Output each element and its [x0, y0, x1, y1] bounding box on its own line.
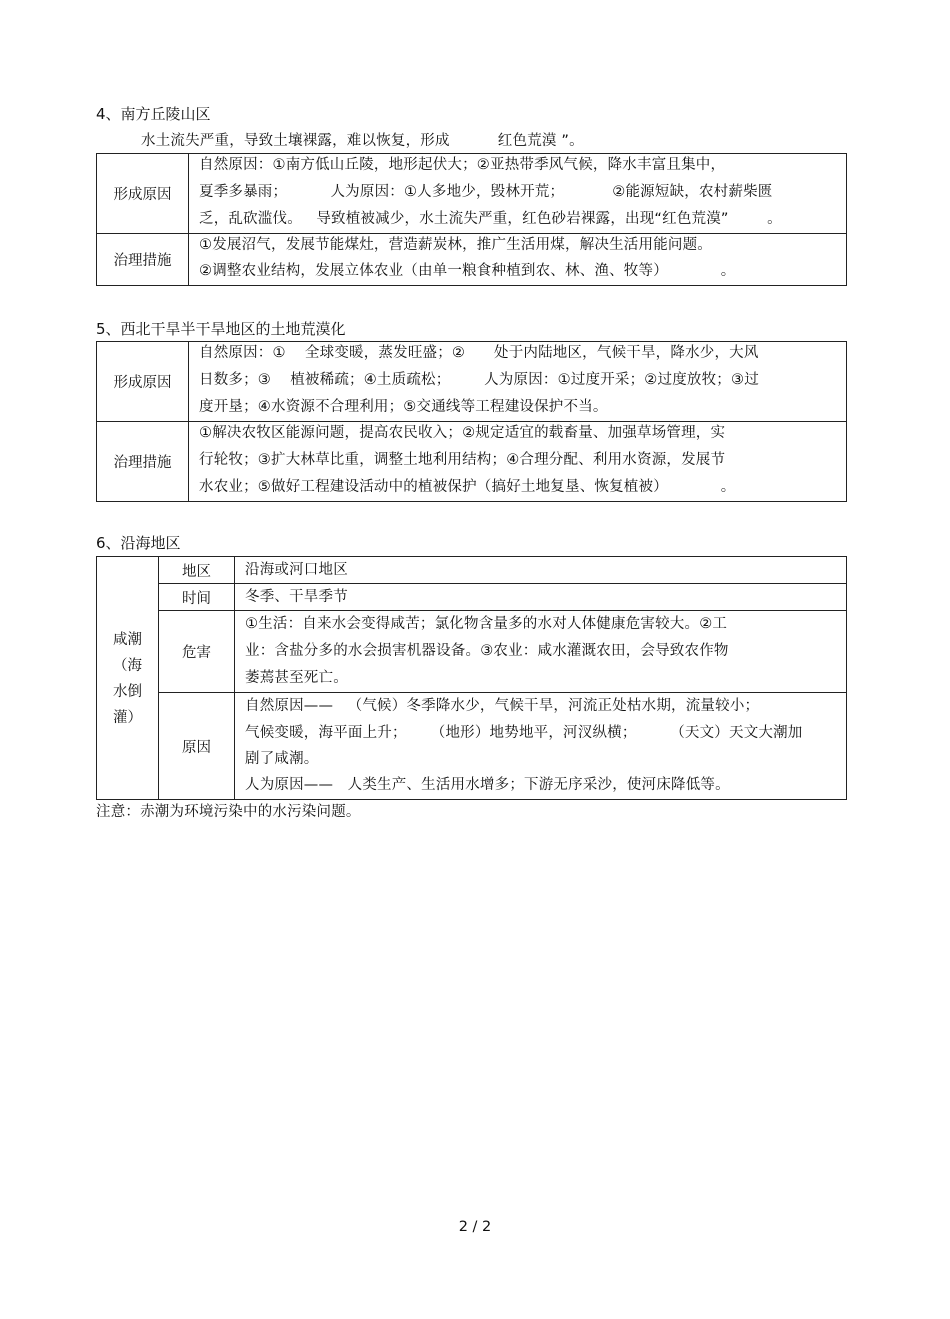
row-content	[189, 342, 847, 422]
category-line: 咸潮	[113, 632, 142, 648]
section-5-table	[96, 341, 847, 502]
row-content	[235, 584, 847, 611]
table-row	[97, 557, 847, 584]
section-6-heading: 6、沿海地区	[96, 534, 181, 552]
text-line: 沿海或河口地区	[245, 562, 348, 578]
row-label: 治理措施	[97, 234, 189, 286]
text-line: 夏季多暴雨； 人为原因：①人多地少，毁林开荒； ②能源短缺，农村薪柴匮	[199, 184, 773, 200]
row-label: 原因	[159, 693, 235, 800]
category-cell	[97, 557, 159, 800]
text-line: ①发展沼气，发展节能煤灶，营造薪炭林，推广生活用煤，解决生活用能问题。	[199, 237, 712, 253]
text-line: 自然原因：①南方低山丘陵，地形起伏大；②亚热带季风气候，降水丰富且集中，	[199, 157, 726, 173]
section-4-intro: 水土流失严重，导致土壤裸露，难以恢复，形成 红色荒漠 ”。	[141, 133, 584, 149]
table-row	[97, 154, 847, 234]
text-line: 度开垦；④水资源不合理利用；⑤交通线等工程建设保护不当。	[199, 399, 608, 415]
table-row	[97, 693, 847, 800]
row-label: 时间	[159, 584, 235, 611]
table-row	[97, 234, 847, 286]
row-label: 形成原因	[97, 342, 189, 422]
text-line: 萎蔫甚至死亡。	[245, 670, 348, 686]
row-label: 形成原因	[97, 154, 189, 234]
section-4-heading: 4、南方丘陵山区	[96, 105, 211, 123]
page-number: 2 / 2	[458, 1219, 492, 1235]
row-content	[235, 557, 847, 584]
text-line: ①解决农牧区能源问题，提高农民收入；②规定适宜的载畜量、加强草场管理，实	[199, 425, 726, 441]
category-label	[97, 627, 158, 731]
text-line: 水农业；⑤做好工程建设活动中的植被保护（搞好土地复垦、恢复植被） 。	[199, 479, 736, 495]
row-content	[235, 693, 847, 800]
row-label: 危害	[159, 611, 235, 693]
text-line: 人为原因—— 人类生产、生活用水增多；下游无序采沙，使河床降低等。	[245, 777, 730, 793]
text-line: 日数多；③ 植被稀疏；④土质疏松； 人为原因：①过度开采；②过度放牧；③过	[199, 372, 759, 388]
text-line: 自然原因—— （气候）冬季降水少，气候干旱，河流正处枯水期，流量较小；	[245, 698, 760, 714]
row-label: 地区	[159, 557, 235, 584]
category-line: 水倒	[113, 684, 142, 700]
text-line: 乏，乱砍滥伐。 导致植被减少，水土流失严重，红色砂岩裸露，出现“红色荒漠” 。	[199, 211, 782, 227]
text-line: 冬季、干旱季节	[245, 589, 348, 605]
table-row	[97, 342, 847, 422]
text-line: 气候变暖，海平面上升； （地形）地势地平，河汊纵横； （天文）天文大潮加	[245, 725, 803, 741]
text-line: 行轮牧；③扩大林草比重，调整土地利用结构；④合理分配、利用水资源，发展节	[199, 452, 726, 468]
row-content	[235, 611, 847, 693]
category-line: （海	[113, 658, 142, 674]
row-content	[189, 234, 847, 286]
text-line: 剧了咸潮。	[245, 751, 319, 767]
row-label: 治理措施	[97, 422, 189, 502]
text-line: 业：含盐分多的水会损害机器设备。③农业：咸水灌溉农田，会导致农作物	[245, 643, 729, 659]
table-row	[97, 611, 847, 693]
text-line: ②调整农业结构，发展立体农业（由单一粮食种植到农、林、渔、牧等） 。	[199, 263, 736, 279]
section-6-table	[96, 556, 847, 800]
table-row	[97, 584, 847, 611]
section-6-note: 注意：赤潮为环境污染中的水污染问题。	[96, 804, 361, 820]
text-line: ①生活：自来水会变得咸苦；氯化物含量多的水对人体健康危害较大。②工	[245, 616, 728, 632]
row-content	[189, 154, 847, 234]
category-line: 灌）	[113, 710, 142, 726]
row-content	[189, 422, 847, 502]
text-line: 自然原因：① 全球变暖，蒸发旺盛；② 处于内陆地区，气候干旱，降水少，大风	[199, 345, 759, 361]
section-4-table	[96, 153, 847, 286]
table-row	[97, 422, 847, 502]
section-5-heading: 5、西北干旱半干旱地区的土地荒漠化	[96, 320, 346, 338]
